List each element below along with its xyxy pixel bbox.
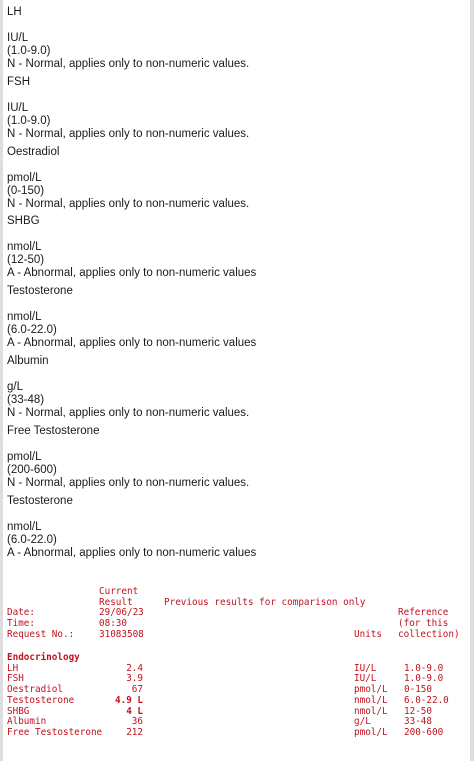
test-name: Oestradiol [7, 145, 60, 158]
units-header: Units [354, 628, 382, 640]
flag-text: A - Abnormal, applies only to non-numeric values [7, 267, 257, 280]
row-reference: 1.0-9.0 [404, 662, 444, 674]
test-name: LH [7, 6, 22, 18]
left-edge-strip [0, 0, 3, 761]
unit-text: pmol/L [7, 171, 42, 184]
unit-text: nmol/L [7, 241, 42, 254]
time-value: 08:30 [99, 618, 127, 630]
test-name: Testosterone [7, 494, 73, 507]
section-heading: Endocrinology [7, 652, 80, 663]
row-reference: 0-150 [404, 684, 432, 696]
row-reference: 1.0-9.0 [404, 673, 444, 685]
row-result: 4 L [126, 705, 143, 717]
row-result: 67 [131, 684, 143, 696]
row-reference: 12-50 [404, 705, 432, 717]
flag-text: A - Abnormal, applies only to non-numeric values [7, 546, 257, 559]
row-reference: 33-48 [404, 716, 432, 728]
result-label: Result [99, 596, 133, 608]
row-result: 4.9 L [115, 694, 143, 706]
flag-text: N - Normal, applies only to non-numeric values. [7, 197, 250, 210]
unit-text: IU/L [7, 32, 29, 44]
range-text: (200-600) [7, 463, 57, 476]
row-test-name: LH [7, 662, 19, 674]
unit-text: nmol/L [7, 311, 42, 324]
request-label: Request No.: [7, 628, 75, 640]
range-text: (0-150) [7, 184, 45, 197]
date-label: Date: [7, 607, 35, 619]
row-test-name: Albumin [7, 716, 47, 728]
range-text: (12-50) [7, 254, 45, 267]
row-result: 2.4 [126, 662, 143, 674]
range-text: (6.0-22.0) [7, 533, 57, 546]
row-units: IU/L [354, 673, 377, 685]
flag-text: N - Normal, applies only to non-numeric values. [7, 407, 250, 419]
row-test-name: SHBG [7, 705, 30, 717]
row-units: g/L [354, 716, 371, 728]
flag-text: N - Normal, applies only to non-numeric values. [7, 476, 250, 489]
range-text: (1.0-9.0) [7, 114, 51, 127]
test-name: SHBG [7, 215, 40, 228]
flag-text: N - Normal, applies only to non-numeric values. [7, 127, 250, 140]
flag-text: A - Abnormal, applies only to non-numeric values [7, 337, 257, 350]
unit-text: nmol/L [7, 520, 42, 533]
unit-text: pmol/L [7, 450, 42, 463]
row-test-name: FSH [7, 673, 24, 685]
range-text: (1.0-9.0) [7, 45, 51, 57]
row-result: 3.9 [126, 673, 143, 685]
test-name: FSH [7, 75, 30, 88]
test-name: Free Testosterone [7, 424, 100, 437]
row-result: 36 [131, 716, 143, 728]
range-text: (33-48) [7, 394, 45, 406]
reference-header: Reference [398, 607, 449, 619]
current-label: Current [99, 586, 139, 597]
lab-report-printout [7, 587, 467, 747]
row-units: pmol/L [354, 684, 388, 696]
scrollbar-track[interactable] [470, 0, 474, 761]
row-test-name: Free Testosterone [7, 726, 103, 738]
reference-header-line-2: (for this [398, 618, 449, 630]
row-units: pmol/L [354, 726, 388, 738]
flag-text: N - Normal, applies only to non-numeric values. [7, 58, 250, 70]
row-reference: 200-600 [404, 726, 444, 738]
row-units: nmol/L [354, 694, 388, 706]
previous-results-label: Previous results for comparison only [164, 596, 366, 608]
test-name: Testosterone [7, 285, 73, 298]
range-text: (6.0-22.0) [7, 324, 57, 337]
reference-header-line-3: collection) [398, 628, 460, 640]
row-test-name: Oestradiol [7, 684, 63, 696]
row-units: IU/L [354, 662, 377, 674]
row-units: nmol/L [354, 705, 388, 717]
date-value: 29/06/23 [99, 607, 144, 619]
unit-text: g/L [7, 381, 23, 393]
row-test-name: Testosterone [7, 694, 75, 706]
unit-text: IU/L [7, 101, 29, 114]
row-result: 212 [126, 726, 143, 738]
request-value: 31083508 [99, 628, 144, 640]
test-name: Albumin [7, 355, 49, 367]
time-label: Time: [7, 618, 35, 630]
row-reference: 6.0-22.0 [404, 694, 449, 706]
